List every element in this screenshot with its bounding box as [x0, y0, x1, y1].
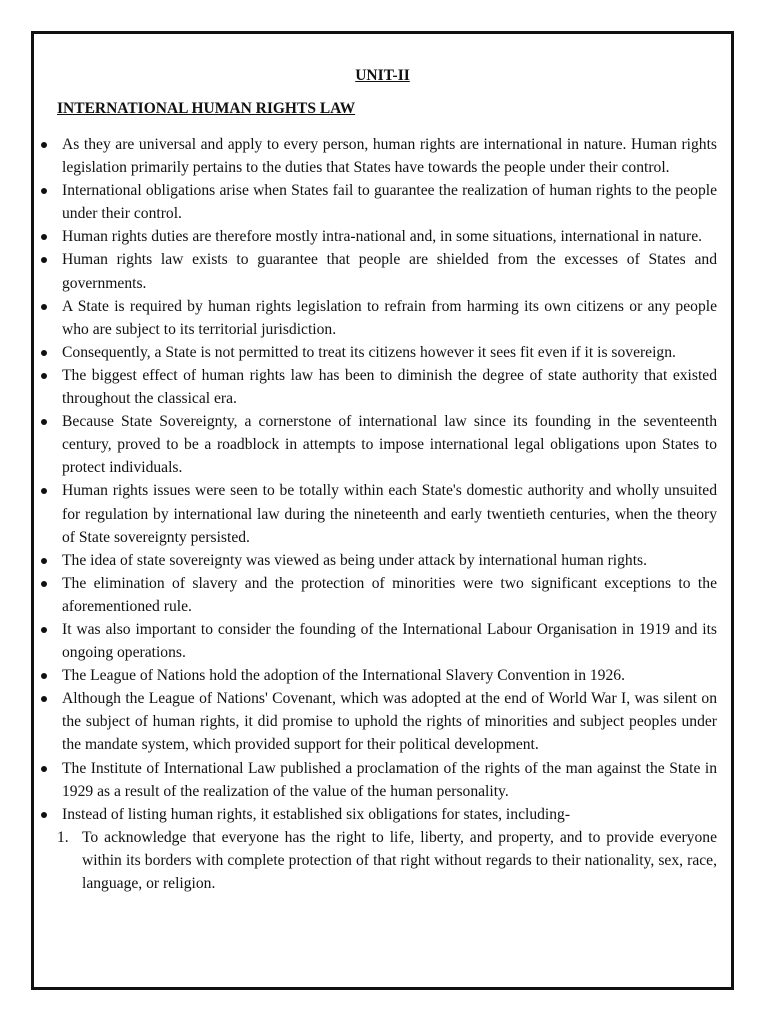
- bullet-item: Human rights duties are therefore mostly intra-national and, in some situations, international in nature.: [34, 225, 717, 248]
- numbered-item-text: To acknowledge that everyone has the right to life, liberty, and property, and to provide everyone within its borders with complete protection of that right without regards to their nationality, sex, race, language, or religion.: [82, 828, 717, 892]
- numbered-marker: 1.: [57, 828, 69, 846]
- page-frame: [31, 31, 734, 990]
- bullet-item: As they are universal and apply to every person, human rights are international in nature. Human rights legislation primarily pertains to the duties that States have towards the people under their control.: [34, 133, 717, 179]
- bullet-item: A State is required by human rights legislation to refrain from harming its own citizens or any people who are subject to its territorial jurisdiction.: [34, 295, 717, 341]
- bullet-item-text: Instead of listing human rights, it established six obligations for states, including-: [62, 805, 571, 823]
- bullet-item: Because State Sovereignty, a cornerstone of international law since its founding in the seventeenth century, proved to be a roadblock in attempts to impose international legal obligations upon States to protect individuals.: [34, 410, 717, 479]
- bullet-item: Consequently, a State is not permitted to treat its citizens however it sees fit even if it is sovereign.: [34, 341, 717, 364]
- bullet-item: It was also important to consider the founding of the International Labour Organisation in 1919 and its ongoing operations.: [34, 618, 717, 664]
- numbered-list: [57, 826, 717, 895]
- numbered-item: [57, 826, 717, 895]
- bullet-item: Although the League of Nations' Covenant, which was adopted at the end of World War I, was silent on the subject of human rights, it did promise to uphold the rights of minorities and subject peoples under the mandate system, which provided support for their political development.: [34, 687, 717, 756]
- bullet-item: Human rights issues were seen to be totally within each State's domestic authority and wholly unsuited for regulation by international law during the nineteenth and early twentieth centuries, when the theory of State sovereignty persisted.: [34, 479, 717, 548]
- bullet-item: The elimination of slavery and the protection of minorities were two significant exceptions to the aforementioned rule.: [34, 572, 717, 618]
- section-title: INTERNATIONAL HUMAN RIGHTS LAW: [57, 100, 356, 117]
- unit-title: UNIT-II: [355, 67, 410, 84]
- bullet-list: [34, 133, 717, 895]
- bullet-item: International obligations arise when States fail to guarantee the realization of human rights to the people under their control.: [34, 179, 717, 225]
- bullet-item: Human rights law exists to guarantee that people are shielded from the excesses of States and governments.: [34, 248, 717, 294]
- bullet-item: The biggest effect of human rights law has been to diminish the degree of state authority that existed throughout the classical era.: [34, 364, 717, 410]
- bullet-item: [34, 803, 717, 895]
- bullet-item: The idea of state sovereignty was viewed as being under attack by international human rights.: [34, 549, 717, 572]
- bullet-item: The League of Nations hold the adoption of the International Slavery Convention in 1926.: [34, 664, 717, 687]
- bullet-item: The Institute of International Law published a proclamation of the rights of the man against the State in 1929 as a result of the realization of the value of the human personality.: [34, 757, 717, 803]
